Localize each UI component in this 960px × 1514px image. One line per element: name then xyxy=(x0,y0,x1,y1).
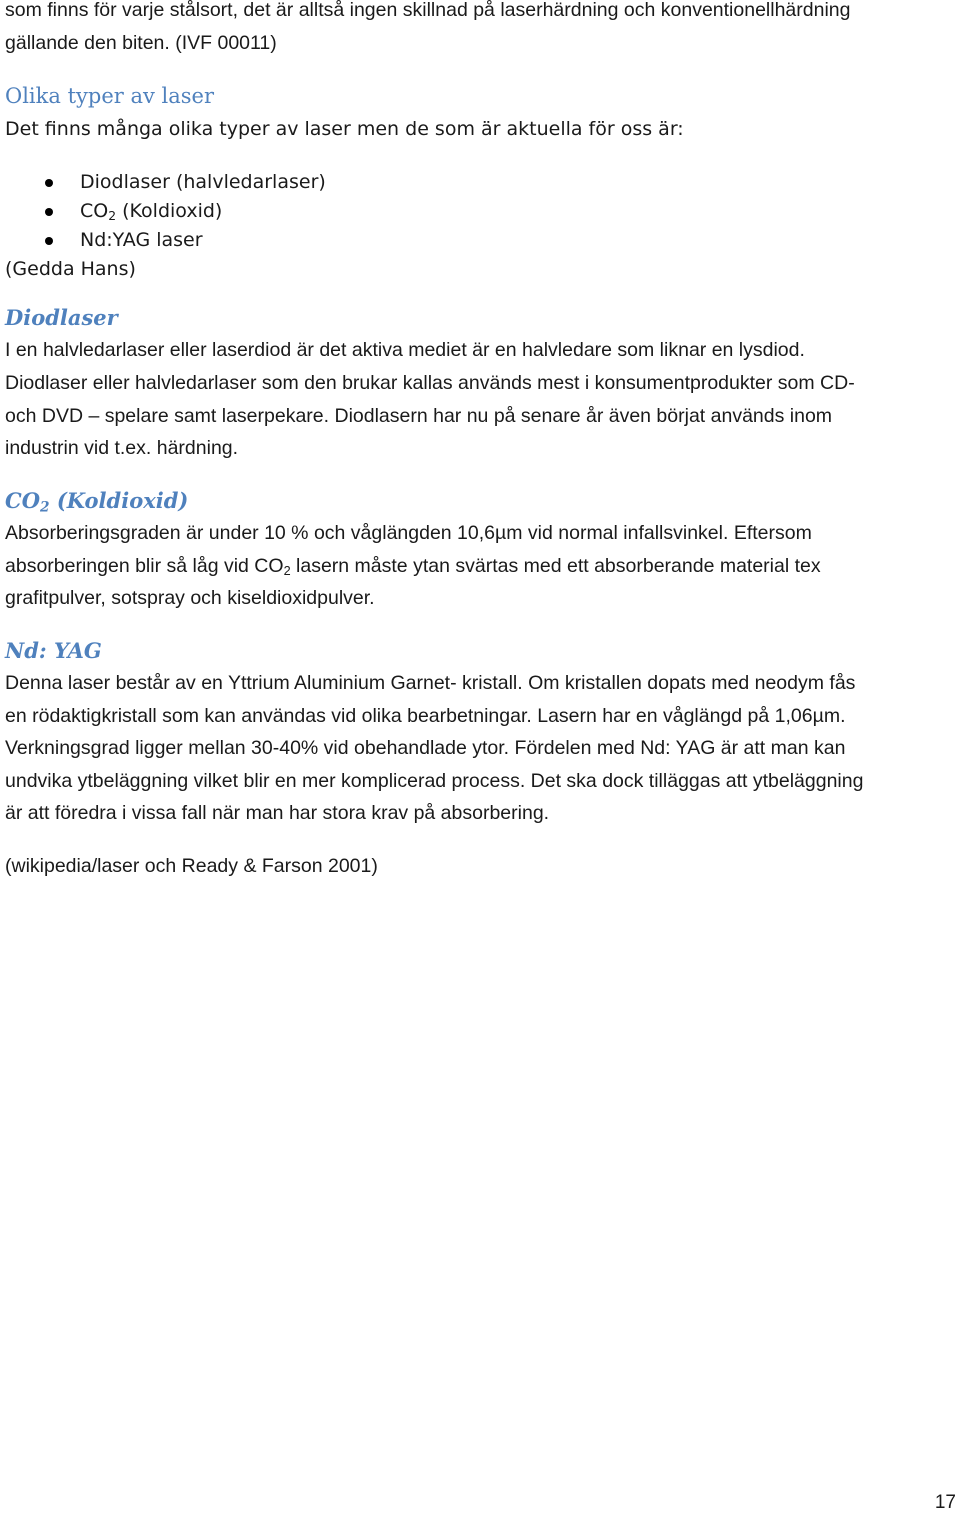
list-item: $CO_2$ (Koldioxid) xyxy=(0,197,326,226)
bullet-icon xyxy=(45,208,53,216)
intro-line-1: som finns för varje stålsort, det är alltså ingen skillnad på laserhärdning och konventionellhärdning xyxy=(5,0,851,21)
heading-diodlaser: Diodlaser xyxy=(5,305,118,330)
list-item: Nd:YAG laser xyxy=(0,226,326,255)
heading-co2: $CO_2$ (Koldioxid) xyxy=(5,488,189,516)
laser-types-source: (Gedda Hans) xyxy=(5,258,136,280)
laser-types-list xyxy=(0,168,326,255)
bullet-icon xyxy=(45,237,53,245)
diodlaser-paragraph-2: Diodlaser eller halvledarlaser som den brukar kallas används mest i konsumentprodukter som CD- och DVD – spelare samt laserpekare. Diodlasern har nu på senare år även börjat används inom industrin vid t.ex. härdning. xyxy=(5,372,855,459)
co2-paragraph: Absorberingsgraden är under 10 % och våglängden 10,6µm vid normal infallsvinkel. Eftersom absorberingen blir så låg vid $CO_2$ lasern måste ytan svärtas med ett absorberande material tex grafitpulver, sotspray och kiseldioxidpulver. xyxy=(5,522,821,609)
list-item: Diodlaser (halvledarlaser) xyxy=(0,168,326,197)
diodlaser-paragraph-1: I en halvledarlaser eller laserdiod är det aktiva mediet är en halvledare som liknar en lysdiod. xyxy=(5,339,805,361)
bullet-icon xyxy=(45,179,53,187)
page-number: 17 xyxy=(934,1492,956,1513)
intro-paragraph xyxy=(5,0,955,59)
heading-laser-types: Olika typer av laser xyxy=(5,84,214,108)
intro-line-2: gällande den biten. (IVF 00011) xyxy=(5,31,277,54)
laser-types-lead: Det finns många olika typer av laser men de som är aktuella för oss är: xyxy=(5,118,684,140)
heading-ndyag: Nd: YAG xyxy=(5,638,102,663)
ndyag-paragraph: Denna laser består av en Yttrium Aluminium Garnet- kristall. Om kristallen dopats med neodym fås en rödaktigkristall som kan användas vid olika bearbetningar. Lasern har en våglängd på 1,06µm. Verkningsgrad ligger mellan 30-40% vid obehandlade ytor. Fördelen med Nd: YAG är att man kan undvika ytbeläggning vilket blir en mer komplicerad process. Det ska dock tilläggas att ytbeläggning är att föredra i vissa fall när man har stora krav på absorbering. xyxy=(5,672,864,824)
references: (wikipedia/laser och Ready & Farson 2001) xyxy=(5,855,378,877)
